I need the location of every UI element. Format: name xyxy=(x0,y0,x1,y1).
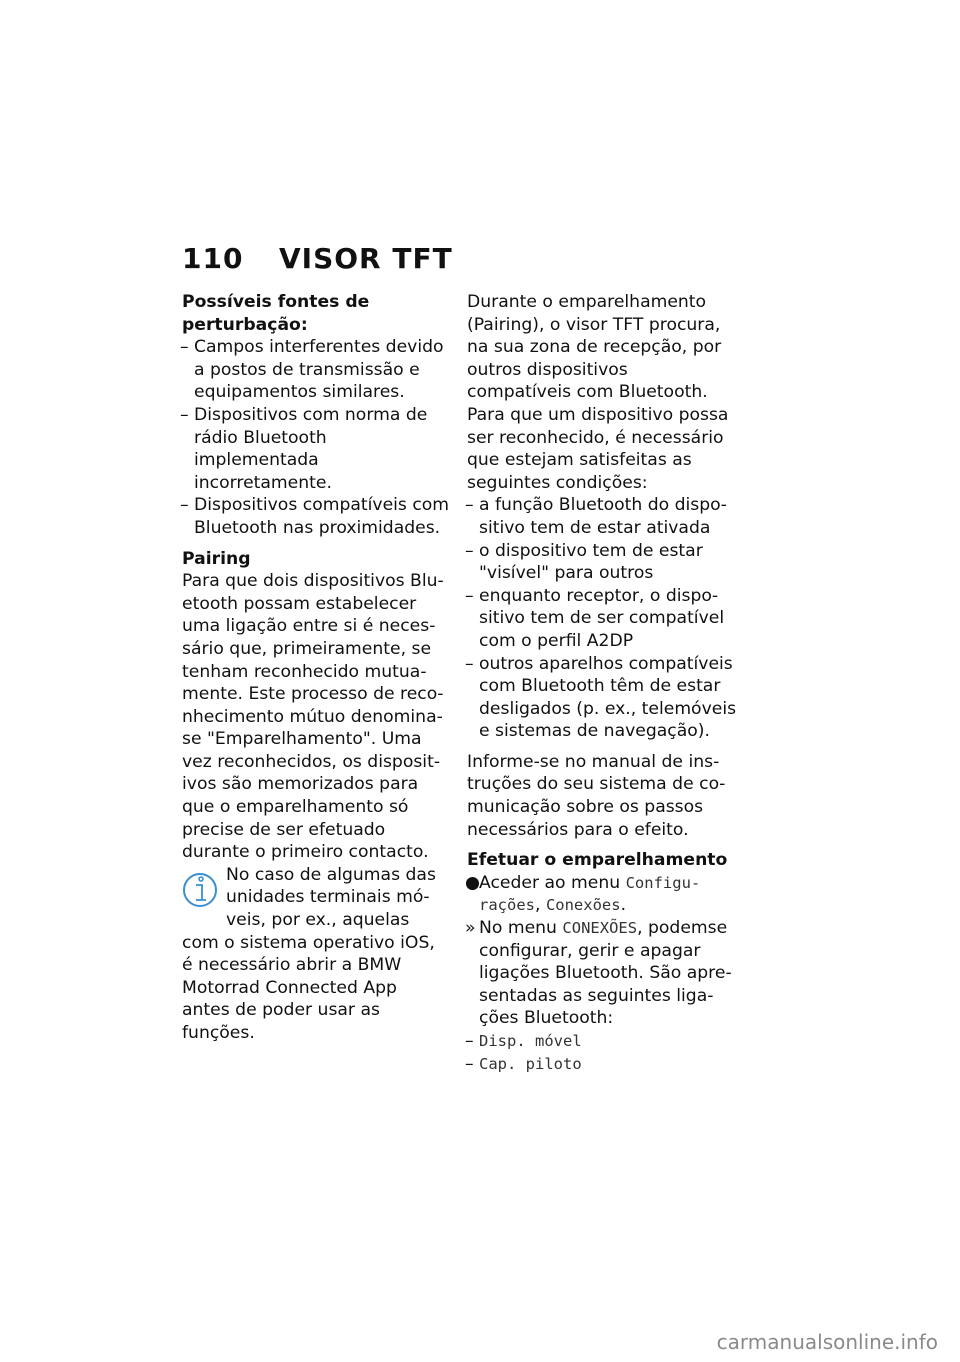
paragraph-scan: Durante o emparelhamento (Pairing), o visor TFT procura, na sua zona de recepção, por outros dispositivos compatíveis com Bluetooth. Para que um dispositivo possa ser reconhecido, é necessário que estejam satisfeitas as seguintes condições: xyxy=(467,292,729,493)
list-item: – Dispositivos compatíveis com Bluetooth nas proximidades. xyxy=(182,494,450,539)
list-item: – o dispositivo tem de estar "visível" para outros xyxy=(467,540,737,585)
info-note xyxy=(182,864,450,1045)
menu-conexoes-caps: CONEXÕES xyxy=(562,919,638,938)
list-item: – Campos interferentes devido a postos de transmissão e equipamentos similares. xyxy=(182,336,450,404)
list-item: – Dispositivos com norma de rádio Bluetooth implementada incorretamente. xyxy=(182,404,450,494)
watermark: carmanualsonline.info xyxy=(716,1330,938,1354)
note-text: No caso de algumas das unidades terminais móveis, por ex., aquelas com o sistema operativo iOS, é necessário abrir a BMW Motorrad Connected App antes de poder usar as funções. xyxy=(182,864,436,1043)
result-arrow-icon: » xyxy=(465,918,476,939)
right-column xyxy=(467,291,737,1075)
list-item: – outros aparelhos compatíveis com Bluetooth têm de estar desligados (p. ex., telemóveis e sistemas de navegação). xyxy=(467,653,737,743)
option-item: – Cap. piloto xyxy=(467,1053,737,1076)
heading-pairing: Pairing xyxy=(182,548,251,569)
left-column xyxy=(182,291,450,1045)
page-number: 110 xyxy=(182,242,244,275)
paragraph-manual: Informe-se no manual de instruções do seu sistema de comunicação sobre os passos necessários para o efeito. xyxy=(467,751,726,840)
paragraph-pairing: Para que dois dispositivos Bluetooth possam estabelecer uma ligação entre si é necessário que, primeiramente, se tenham reconhecido mutuamente. Este processo de reconhecimento mútuo denominase "Emparelhamento". Uma vez reconhecidos, os dispositivos são memorizados para que o emparelhamento só precise de ser efetuado durante o primeiro contacto. xyxy=(182,571,444,863)
list-item: – enquanto receptor, o dispositivo tem de ser compatível com o perfil A2DP xyxy=(467,585,737,653)
menu-configuracoes: Configurações xyxy=(479,873,701,915)
page-header xyxy=(182,242,453,275)
heading-interference: Possíveis fontes de perturbação: xyxy=(182,292,370,335)
bullet-icon: ● xyxy=(465,872,480,893)
menu-conexoes: Conexões xyxy=(545,896,621,915)
info-icon xyxy=(182,870,218,910)
heading-pair-steps: Efetuar o emparelhamento xyxy=(467,850,728,871)
page-title: VISOR TFT xyxy=(279,242,453,275)
step-1: ● Aceder ao menu Configurações, Conexões. xyxy=(465,872,701,916)
option-item: – Disp. móvel xyxy=(467,1030,737,1053)
list-item: – a função Bluetooth do dispositivo tem de estar ativada xyxy=(467,494,737,539)
step-2: » No menu CONEXÕES, podemse configurar, gerir e apagar ligações Bluetooth. São apresentadas as seguintes ligações Bluetooth: xyxy=(465,918,732,1029)
